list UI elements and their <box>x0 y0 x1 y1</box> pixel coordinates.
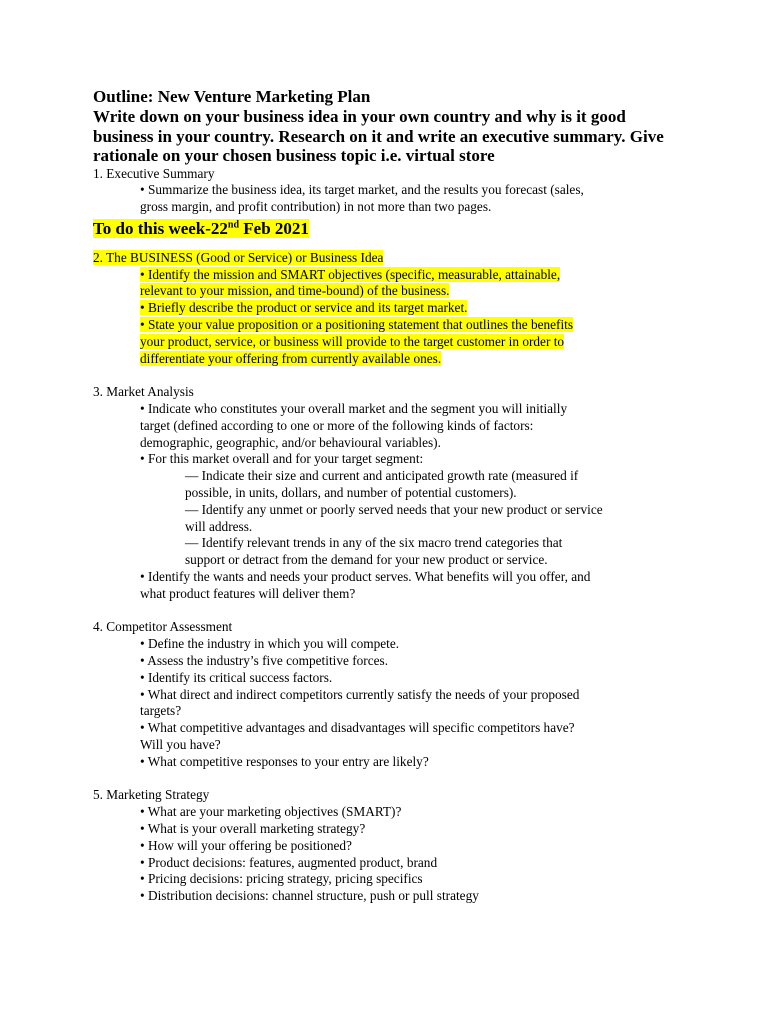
bullet-line: demographic, geographic, and/or behavioural variables). <box>140 434 441 450</box>
bullet-line: • Assess the industry’s five competitive forces. <box>140 653 389 669</box>
sub-bullet-line: will address. <box>185 518 253 534</box>
spacer <box>93 771 683 788</box>
section-heading-text: 2. The BUSINESS (Good or Service) or Business Idea <box>93 249 384 265</box>
bullet-line: • How will your offering be positioned? <box>140 837 352 853</box>
highlighted-text: • State your value proposition or a positioning statement that outlines the benefits <box>140 317 574 333</box>
bullet-line: Will you have? <box>140 737 221 752</box>
highlighted-text: • Briefly describe the product or service and its target market. <box>140 300 468 316</box>
todo-banner <box>93 218 683 240</box>
todo-date: Feb 2021 <box>239 218 309 238</box>
bullet-line: • Identify its critical success factors. <box>140 669 333 685</box>
todo-superscript: nd <box>227 219 240 231</box>
sub-bullet-line: support or detract from the demand for your new product or service. <box>185 552 548 568</box>
bullet-line: target (defined according to one or more of the following kinds of factors: <box>140 417 534 433</box>
spacer <box>93 603 683 620</box>
document-body <box>93 87 683 905</box>
bullet-line: • Summarize the business idea, its target market, and the results you forecast (sales, <box>140 182 584 198</box>
sub-bullet-line: — Identify relevant trends in any of the six macro trend categories that <box>185 535 563 551</box>
sub-bullet-line: possible, in units, dollars, and number of potential customers). <box>185 485 517 501</box>
intro-line: business in your country. Research on it and write an executive summary. Give <box>93 126 664 146</box>
bullet-line: what product features will deliver them? <box>140 585 356 601</box>
document-title: Outline: New Venture Marketing Plan <box>93 87 371 106</box>
bullet-line: gross margin, and profit contribution) in not more than two pages. <box>140 199 492 215</box>
bullet-line: • Pricing decisions: pricing strategy, pricing specifics <box>140 871 423 887</box>
todo-text: To do this week-22 <box>93 218 228 238</box>
highlighted-text: • Identify the mission and SMART objectives (specific, measurable, attainable, <box>140 266 561 282</box>
bullet-line: • What direct and indirect competitors currently satisfy the needs of your proposed <box>140 686 580 702</box>
bullet-line: • Indicate who constitutes your overall market and the segment you will initially <box>140 401 568 417</box>
bullet-line <box>93 267 683 284</box>
bullet-line <box>93 317 683 334</box>
bullet-line: • What competitive responses to your entry are likely? <box>140 753 429 769</box>
bullet-line: • Product decisions: features, augmented product, brand <box>140 854 438 870</box>
bullet-line <box>93 283 683 300</box>
section-heading-executive-summary: 1. Executive Summary <box>93 165 215 181</box>
intro-line: Write down on your business idea in your own country and why is it good <box>93 107 626 126</box>
bullet-line: targets? <box>140 703 182 719</box>
sub-bullet-line: — Identify any unmet or poorly served needs that your new product or service <box>185 501 603 517</box>
section-heading-market-analysis: 3. Market Analysis <box>93 384 194 400</box>
bullet-line <box>93 351 683 368</box>
bullet-line <box>93 334 683 351</box>
sub-bullet-line: — Indicate their size and current and anticipated growth rate (measured if <box>185 468 579 484</box>
bullet-line: • Identify the wants and needs your product serves. What benefits will you offer, and <box>140 569 591 585</box>
bullet-line: • Distribution decisions: channel structure, push or pull strategy <box>140 888 479 904</box>
highlighted-text: your product, service, or business will provide to the target customer in order to <box>140 333 565 349</box>
bullet-line: • Define the industry in which you will compete. <box>140 636 400 652</box>
section-heading-marketing-strategy: 5. Marketing Strategy <box>93 787 210 803</box>
bullet-line: • What competitive advantages and disadvantages will specific competitors have? <box>140 720 575 736</box>
bullet-line <box>93 300 683 317</box>
bullet-line: • What are your marketing objectives (SMART)? <box>140 804 402 820</box>
bullet-line: • What is your overall marketing strategy? <box>140 820 366 836</box>
spacer <box>93 367 683 384</box>
highlighted-text: differentiate your offering from currently available ones. <box>140 350 442 366</box>
bullet-line: • For this market overall and for your target segment: <box>140 451 424 467</box>
section-heading-competitor-assessment: 4. Competitor Assessment <box>93 619 233 635</box>
highlighted-text: relevant to your mission, and time-bound) of the business. <box>140 283 450 299</box>
section-heading-business <box>93 250 683 267</box>
intro-line: rationale on your chosen business topic i.e. virtual store <box>93 146 495 165</box>
